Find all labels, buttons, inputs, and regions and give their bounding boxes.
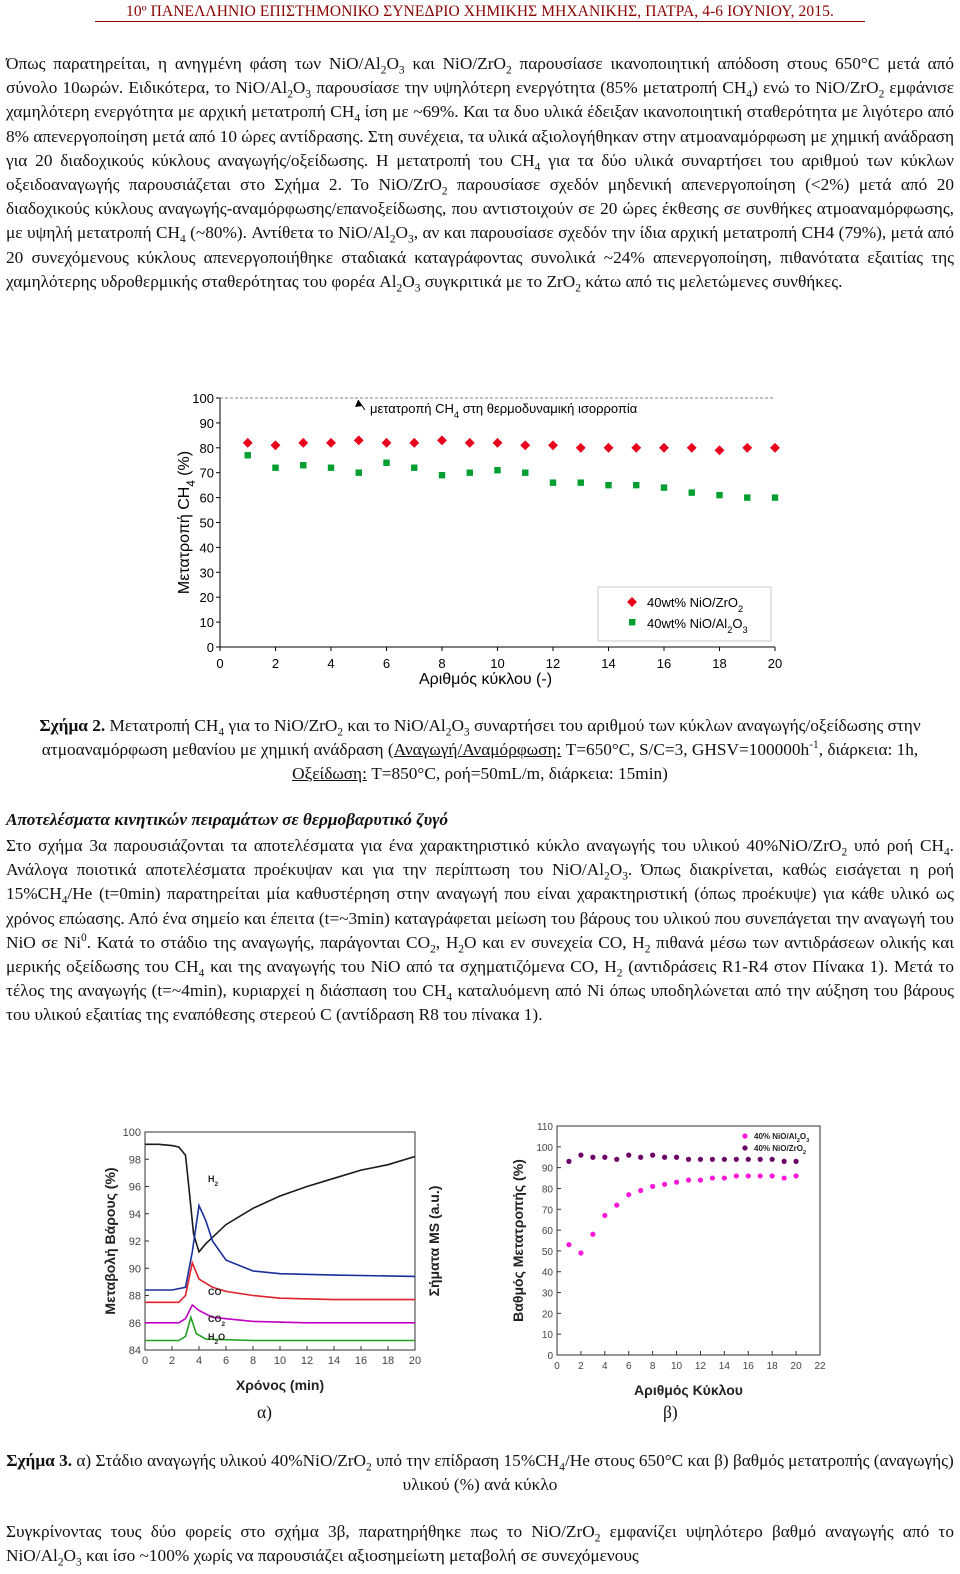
legend-marker-zro2 (742, 1145, 747, 1150)
data-point-zro2 (576, 443, 586, 453)
y-tick-label: 80 (199, 440, 214, 456)
x-tick-label: 0 (141, 1355, 149, 1367)
data-point-zro2 (782, 1159, 787, 1164)
y-tick-label: 40 (541, 1267, 553, 1279)
x-tick-label: 12 (300, 1355, 314, 1367)
data-point-zro2 (687, 443, 697, 453)
x-axis-label: Αριθμός Κύκλου (634, 1382, 743, 1398)
x-tick-label: 0 (216, 656, 224, 671)
legend-label-al2o3: 40% NiO/$Al_2O_3$ (754, 1132, 810, 1144)
data-point-zro2 (698, 1157, 703, 1162)
x-tick-label: 10 (670, 1361, 683, 1372)
x-tick-label: 14 (327, 1355, 341, 1367)
data-point-zro2 (742, 443, 752, 453)
series-line-weight (145, 1144, 415, 1252)
y-tick-label: 90 (541, 1163, 553, 1175)
x-tick-label: 18 (381, 1355, 395, 1367)
x-tick-label: 2 (271, 656, 280, 671)
data-point-al2o3 (782, 1175, 787, 1180)
series-line-h2 (145, 1206, 415, 1290)
x-tick-label: 18 (712, 656, 727, 671)
conference-header: 10º ΠΑΝΕΛΛΗΝΙΟ ΕΠΙΣΤΗΜΟΝΙΚΟ ΣΥΝΕΔΡΙΟ ΧΗΜΙΚΗΣ ΜΗΧΑΝΙΚΗΣ, ΠΑΤΡΑ, 4-6 ΙΟΥΝΙΟΥ, 2015. (0, 3, 960, 21)
x-tick-label: 16 (354, 1355, 368, 1367)
data-point-al2o3 (772, 494, 778, 500)
x-tick-label: 14 (601, 656, 616, 671)
curve-label-h2o: $H_2O$ (208, 1332, 226, 1346)
x-tick-label: 16 (742, 1361, 754, 1372)
data-point-zro2 (770, 1157, 775, 1162)
y-tick-label: 70 (541, 1205, 553, 1217)
data-point-al2o3 (689, 489, 695, 495)
figure-3a-chart (95, 1112, 455, 1404)
data-point-zro2 (465, 438, 475, 448)
data-point-al2o3 (638, 1188, 643, 1193)
data-point-al2o3 (467, 470, 473, 476)
data-point-zro2 (626, 1153, 631, 1158)
data-point-al2o3 (522, 470, 528, 476)
data-point-al2o3 (578, 479, 584, 485)
data-point-al2o3 (661, 484, 667, 490)
data-point-zro2 (409, 438, 419, 448)
data-point-al2o3 (578, 1250, 583, 1255)
series-line-co2 (145, 1305, 415, 1323)
y-tick-label: 86 (128, 1317, 141, 1330)
paragraph-intro: Όπως παρατηρείται, η ανηγμένη φάση των NiO/$Al_2O_3$ και NiO/ZrO$_2$ παρουσίασε ικανοποιητική απόδοση στους 650°C μετά από σύνολο 10ωρών. Ειδικότερα, το NiO/$Al_2O_3$ παρουσίασε την υψηλότερη ενεργότητα (85% μετατροπή $CH_4$) ενώ το NiO/ZrO$_2$ εμφάνισε χαμηλότερη ενεργότητα με αρχική μετατροπή $CH_4$ ίση με ~69%. Και τα δυο υλικά έδειξαν ικανοποιητική σταθερότητα με λιγότερο από 8% απενεργοποίηση μετά από 10 ώρες αντίδρασης. Στη συνέχεια, τα υλικά αξιολογήθηκαν στην ατμοαναμόρφωση με χημική ανάδραση για 20 διαδοχικούς κύκλους αναγωγής/οξείδωσης. Η μετατροπή του $CH_4$ για τα δύο υλικά συναρτήσει του αριθμού των κύκλων οξειδοαναγωγής παρουσιάζεται στο Σχήμα 2. Το NiO/ZrO$_2$ παρουσίασε σχεδόν μηδενική απενεργοποίηση (<2%) μετά από 20 διαδοχικούς κύκλους αναγωγής-αναμόρφωσης/επανοξείδωσης, που αντιστοιχούν σε 20 ώρες έκθεσης σε συνθήκες ατμοαναμόρφωσης, με υψηλή μετατροπή $CH_4$ (~80%). Αντίθετα το NiO/$Al_2O_3$, αν και παρουσίασε σχεδόν την ίδια αρχική μετατροπή CH4 (79%), μετά από 20 συνεχόμενους κύκλους απενεργοποιήθηκε σταδιακά καταγράφοντας συνολικά ~24% απενεργοποίηση, πιθανότατα εξαιτίας της χαμηλότερης υδροθερμικής σταθερότητας του φορέα $Al_2O_3$ συγκριτικά με το ZrO$_2$ κάτω από τις μελετώμενες συνθήκες. (6, 54, 954, 295)
x-tick-label: 6 (222, 1355, 230, 1367)
figure-3b-chart (505, 1112, 830, 1404)
data-point-zro2 (566, 1159, 571, 1164)
data-point-al2o3 (439, 472, 445, 478)
data-point-zro2 (770, 443, 780, 453)
y-tick-label: 50 (541, 1246, 553, 1258)
figure-2-caption: Σχήμα 2. Μετατροπή $CH_4$ για το NiO/ZrO$_2$ και το NiO/$Al_2O_3$ συναρτήσει του αριθμού των κύκλων αναγωγής/οξείδωσης στην ατμοαναμόρφωση μεθανίου με χημική ανάδραση (Αναγωγή/Αναμόρφωση: T=650°C, S/C=3, $GHSV=100000h^{-1}$, διάρκεια: 1h, Οξείδωση: T=850°C, ροή=50mL/m, διάρκεια: 15min) (39, 716, 921, 783)
data-point-zro2 (604, 443, 614, 453)
curve-label-co: CO (208, 1287, 222, 1297)
data-point-al2o3 (716, 492, 722, 498)
curve-label-co2: $CO_2$ (208, 1314, 226, 1328)
data-point-zro2 (674, 1155, 679, 1160)
data-point-al2o3 (746, 1173, 751, 1178)
data-point-al2o3 (744, 494, 750, 500)
section-title: Αποτελέσματα κινητικών πειραμάτων σε θερμοβαρυτικό ζυγό (6, 810, 449, 829)
data-point-al2o3 (758, 1173, 763, 1178)
y-tick-label: 30 (199, 565, 214, 581)
y-tick-label: 110 (537, 1122, 553, 1133)
y-tick-label: 50 (199, 515, 214, 531)
data-point-zro2 (354, 435, 364, 445)
y-axis-label-left: Μεταβολή Βάρους (%) (102, 1167, 118, 1315)
data-point-al2o3 (614, 1203, 619, 1208)
x-tick-label: 20 (790, 1361, 802, 1372)
y-tick-label: 94 (128, 1208, 141, 1221)
data-point-zro2 (382, 438, 392, 448)
data-point-zro2 (631, 443, 641, 453)
x-tick-label: 8 (249, 1355, 257, 1367)
data-point-zro2 (793, 1159, 798, 1164)
legend-label-zro2: 40wt% NiO/ZrO$_2$ (647, 595, 744, 614)
x-tick-label: 4 (602, 1361, 608, 1372)
y-tick-label: 90 (199, 415, 214, 431)
data-point-al2o3 (245, 452, 251, 458)
x-tick-label: 8 (649, 1361, 656, 1372)
y-tick-label: 100 (122, 1127, 141, 1139)
y-axis-label-right: Σήματα MS (a.u.) (426, 1185, 442, 1297)
y-tick-label: 90 (128, 1263, 141, 1276)
data-point-al2o3 (566, 1242, 571, 1247)
x-tick-label: 6 (382, 656, 391, 671)
data-point-al2o3 (633, 482, 639, 488)
y-tick-label: 80 (541, 1184, 553, 1196)
data-point-zro2 (578, 1153, 583, 1158)
legend-marker-al2o3 (742, 1133, 747, 1138)
data-point-al2o3 (710, 1175, 715, 1180)
x-tick-label: 10 (273, 1355, 287, 1367)
series-line-h2o (145, 1317, 415, 1340)
x-tick-label: 12 (545, 656, 561, 671)
y-tick-label: 100 (536, 1142, 553, 1154)
x-tick-label: 2 (578, 1361, 584, 1372)
data-point-al2o3 (650, 1184, 655, 1189)
y-tick-label: 20 (199, 590, 214, 606)
data-point-al2o3 (770, 1173, 775, 1178)
data-point-zro2 (758, 1157, 763, 1162)
data-point-zro2 (520, 440, 530, 450)
data-point-zro2 (746, 1157, 751, 1162)
data-point-zro2 (243, 438, 253, 448)
x-tick-label: 8 (438, 656, 446, 671)
paragraph-tga: Στο σχήμα 3α παρουσιάζονται τα αποτελέσματα για ένα χαρακτηριστικό κύκλο αναγωγής του υλικού 40%NiO/ZrO$_2$ υπό ροή $CH_4$. Ανάλογα ποιοτικά αποτελέσματα προέκυψαν και για την περίπτωση του NiO/$Al_2O_3$. Όπως διακρίνεται, καθώς εισάγεται η ροή $15\%CH_4/He$ (t=0min) παρατηρείται μία καθυστέρηση στην αναγωγή που είναι χαρακτηριστική (όπως προέκυψε) για κάθε υλικό ως χρόνος επώασης. Από ένα σημείο και έπειτα (t=~3min) καταγράφεται μείωση του βάρους του υλικού που συνεπάγεται την αναγωγή του NiO σε Ni$^0$. Κατά το στάδιο της αναγωγής, παράγονται $CO_2$, $H_2O$ και εν συνεχεία CO, $H_2$ πιθανά μέσω των αντιδράσεων ολικής και μερικής οξείδωσης του $CH_4$ και της αναγωγής του NiO από τα σχηματιζόμενα CO, $H_2$ (αντιδράσεις R1-R4 στον Πίνακα 1). Μετά το τέλος της αναγωγής (t=~4min), κυριαρχεί η διάσπαση του $CH_4$ καταλυόμενη από Ni όπως υποδηλώνεται από την αύξηση του βάρους του υλικού εξαιτίας της εναπόθεσης στερεού C (αντίδραση R8 του πίνακα 1). (6, 836, 955, 1025)
data-point-al2o3 (686, 1178, 691, 1183)
data-point-zro2 (686, 1157, 691, 1162)
y-tick-label: 98 (128, 1154, 141, 1167)
legend-label-zro2: 40% NiO/ZrO$_2$ (754, 1144, 807, 1156)
y-tick-label: 10 (541, 1330, 553, 1342)
legend-marker-al2o3 (629, 619, 635, 625)
data-point-al2o3 (590, 1232, 595, 1237)
data-point-zro2 (650, 1153, 655, 1158)
y-tick-label: 100 (192, 391, 214, 406)
figure-3b-label: β) (663, 1402, 678, 1422)
x-tick-label: 18 (766, 1361, 778, 1372)
curve-label-h2: $H_2$ (208, 1174, 219, 1188)
data-point-al2o3 (300, 462, 306, 468)
data-point-zro2 (722, 1157, 727, 1162)
data-point-zro2 (437, 435, 447, 445)
data-point-zro2 (710, 1157, 715, 1162)
data-point-zro2 (298, 438, 308, 448)
data-point-zro2 (659, 443, 669, 453)
data-point-al2o3 (674, 1180, 679, 1185)
data-point-zro2 (548, 440, 558, 450)
data-point-al2o3 (383, 460, 389, 466)
y-tick-label: 60 (199, 490, 214, 506)
y-tick-label: 60 (541, 1226, 553, 1238)
figure-3-caption: Σχήμα 3. α) Στάδιο αναγωγής υλικού 40%NiO/ZrO$_2$ υπό την επίδραση $15\%CH_4/He$ στους 650°C και β) βαθμός μετατροπής (αναγωγής) υλικού (%) ανά κύκλο (6, 1451, 954, 1494)
x-tick-label: 4 (327, 656, 335, 671)
x-tick-label: 4 (195, 1355, 203, 1367)
data-point-al2o3 (662, 1182, 667, 1187)
y-tick-label: 84 (128, 1345, 141, 1357)
y-tick-label: 96 (128, 1181, 141, 1194)
chart-annotation: μετατροπή $CH_4$ στη θερμοδυναμική ισορροπία (370, 401, 638, 420)
data-point-zro2 (662, 1155, 667, 1160)
data-point-al2o3 (605, 482, 611, 488)
y-tick-label: 0 (206, 640, 214, 655)
data-point-zro2 (715, 445, 725, 455)
x-axis-label: Χρόνος (min) (235, 1377, 325, 1393)
data-point-zro2 (602, 1155, 607, 1160)
y-tick-label: 92 (128, 1236, 141, 1248)
x-tick-label: 22 (814, 1361, 826, 1372)
data-point-al2o3 (722, 1175, 727, 1180)
x-tick-label: 20 (767, 656, 783, 671)
data-point-al2o3 (272, 465, 278, 471)
data-point-zro2 (493, 438, 503, 448)
x-tick-label: 0 (554, 1361, 560, 1372)
x-tick-label: 20 (408, 1355, 422, 1367)
y-tick-label: 70 (199, 465, 214, 481)
data-point-al2o3 (734, 1173, 739, 1178)
x-tick-label: 10 (490, 656, 505, 671)
data-point-al2o3 (793, 1173, 798, 1178)
data-point-al2o3 (698, 1178, 703, 1183)
figure-3a-label: α) (257, 1402, 272, 1422)
data-point-al2o3 (356, 470, 362, 476)
y-tick-label: 20 (541, 1309, 553, 1321)
x-axis-label: Αριθμός κύκλου (-) (418, 671, 553, 688)
y-tick-label: 88 (128, 1290, 141, 1303)
series-line-co (145, 1263, 415, 1303)
data-point-zro2 (326, 438, 336, 448)
y-tick-label: 0 (547, 1351, 553, 1362)
x-tick-label: 14 (718, 1361, 730, 1372)
data-point-al2o3 (626, 1192, 631, 1197)
data-point-al2o3 (550, 479, 556, 485)
y-tick-label: 40 (199, 540, 214, 556)
data-point-zro2 (734, 1157, 739, 1162)
data-point-zro2 (614, 1157, 619, 1162)
x-tick-label: 12 (694, 1361, 707, 1372)
y-axis-label: Μετατροπή $CH_4$ (%) (176, 450, 198, 595)
paragraph-compare: Συγκρίνοντας τους δύο φορείς στο σχήμα 3β, παρατηρήθηκε πως το NiO/ZrO$_2$ εμφανίζει υψηλότερο βαθμό αναγωγής από το NiO/$Al_2O_3$ και ίσο ~100% χωρίς να παρουσιάζει αξιοσημείωτη μεταβολή σε συνεχόμενους (6, 1522, 954, 1569)
y-axis-label: Βαθμός Μετατροπής (%) (510, 1159, 526, 1322)
legend-label-al2o3: 40wt% NiO/$Al_2O_3$ (647, 616, 748, 635)
data-point-al2o3 (602, 1213, 607, 1218)
figure-2-chart (160, 385, 800, 695)
data-point-zro2 (638, 1155, 643, 1160)
data-point-zro2 (590, 1155, 595, 1160)
data-point-al2o3 (328, 465, 334, 471)
x-tick-label: 6 (625, 1361, 632, 1372)
data-point-al2o3 (494, 467, 500, 473)
x-tick-label: 2 (168, 1355, 176, 1367)
x-tick-label: 16 (656, 656, 672, 671)
y-tick-label: 30 (541, 1288, 553, 1300)
y-tick-label: 10 (199, 615, 214, 631)
data-point-al2o3 (411, 465, 417, 471)
data-point-zro2 (271, 440, 281, 450)
